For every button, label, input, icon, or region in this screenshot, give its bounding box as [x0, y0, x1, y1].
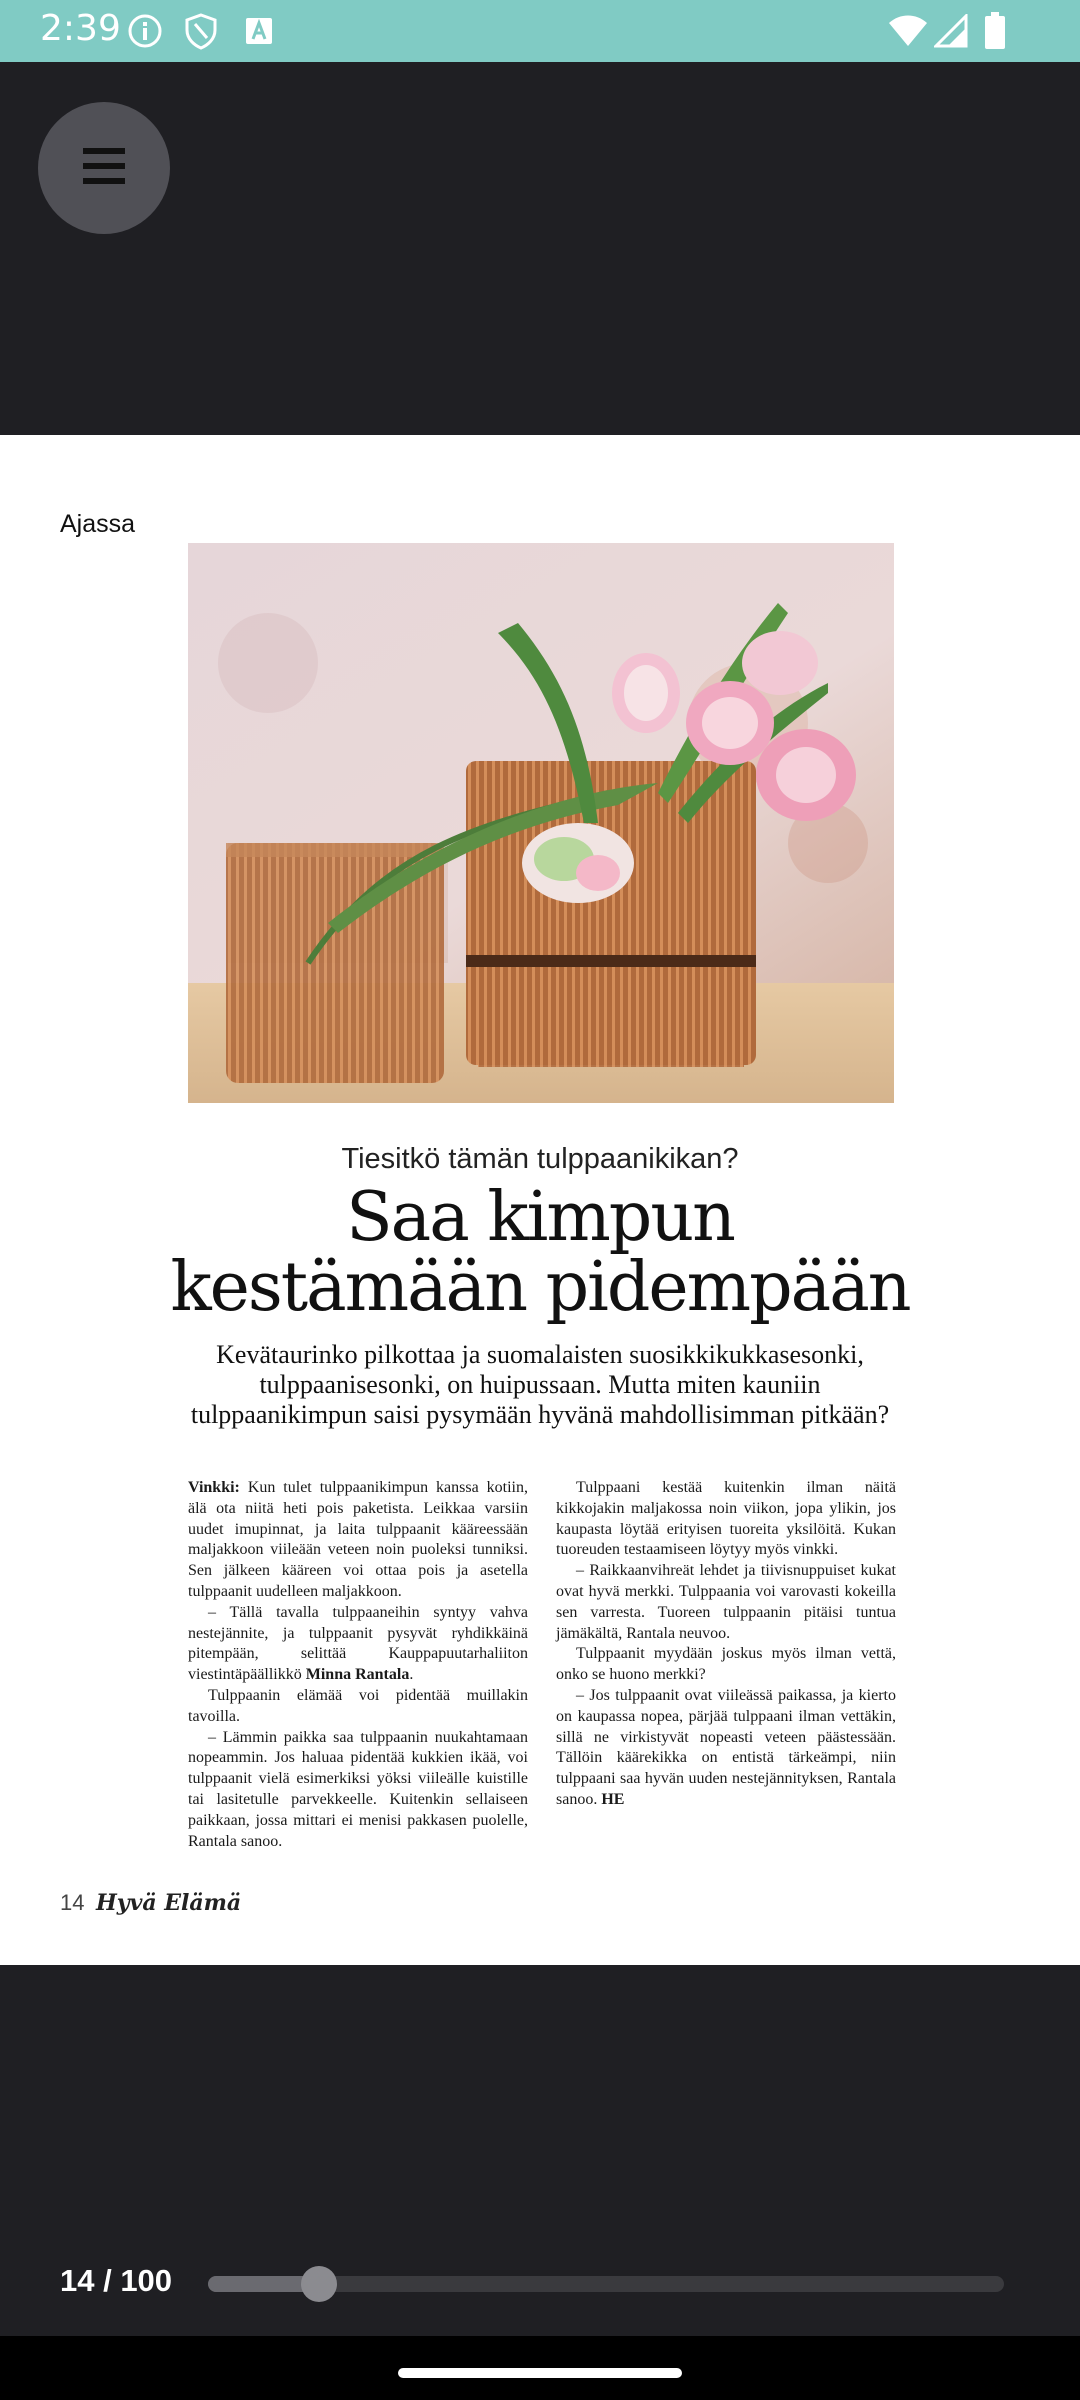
- punctuation: .: [409, 1666, 414, 1684]
- paragraph: – Lämmin paikka saa tulppaanin nuukahtamaan nopeammin. Jos haluaa pidentää kukkien ikää, voi tulppaanit vielä esimerkiksi yöksi viileälle kuistille tai lasitetulle parvekkeelle. Kuitenkin sellaiseen paikkaan, jossa mittari ei menisi pakkasen puolelle, Rantala sanoo.: [188, 1728, 528, 1850]
- page-counter: 14 / 100: [60, 2263, 173, 2298]
- page-slider[interactable]: [208, 2276, 1004, 2292]
- article-column-right: [556, 1478, 896, 1811]
- hero-photo: [188, 543, 894, 1103]
- paragraph: [188, 1603, 528, 1686]
- signal-icon: [934, 14, 968, 53]
- paragraph: Tulppaanin elämää voi pidentää muillakin tavoilla.: [188, 1686, 528, 1725]
- brand-logo: Hyvä Elämä: [96, 1890, 242, 1916]
- info-icon: [126, 12, 164, 55]
- font-badge-icon: [244, 16, 274, 51]
- article-kicker: Tiesitkö tämän tulppaanikikan?: [341, 1143, 739, 1175]
- status-bar: [0, 0, 1080, 62]
- paragraph-text: – Jos tulppaanit ovat viileässä paikassa, ja kierto on kaupassa nopea, pärjää tulppaani ilman vettäkin, sillä ne virkistyvät nopeasti veteen päästessään. Tällöin käärekikka on entistä tärkeämpi, niin tulppaani saa hyvän uuden nestejännityksen, Rantala sanoo.: [556, 1686, 896, 1808]
- home-gesture-handle[interactable]: [398, 2368, 682, 2378]
- paragraph: [556, 1686, 896, 1811]
- page-slider-thumb[interactable]: [301, 2266, 337, 2302]
- article-lead: Kevätaurinko pilkottaa ja suomalaisten suosikkikukkasesonki, tulppaanisesonki, on huipussaan. Mutta miten kauniin tulppaanikimpun saisi pysymään hyvänä mahdollisimman pitkään?: [190, 1340, 890, 1429]
- paragraph: – Raikkaanvihreät lehdet ja tiivisnuppuiset kukat ovat hyvä merkki. Tulppaania voi varovasti kokeilla sen varresta. Tuoreen tulppaanin pitäisi tuntua jämäkältä, Rantala neuvoo.: [556, 1562, 896, 1642]
- page-number: 14: [60, 1890, 85, 1915]
- magazine-page[interactable]: [0, 435, 1080, 1965]
- section-label: Ajassa: [60, 510, 136, 538]
- wifi-icon: [888, 14, 928, 53]
- paragraph: Tulppaani kestää kuitenkin ilman näitä kikkojakin maljakossa noin viikon, jopa ylikin, jos kaupasta löytää erityisen tuoreita yksilöitä. Kukan tuoreuden testaamiseen löytyy myös vinkki.: [556, 1479, 896, 1559]
- paragraph-text: Kun tulet tulppaanikimpun kanssa kotiin, älä ota niitä heti pois paketista. Leikkaa varsiin uudet imupinnat, ja laita tulppaanit kääreessään maljakkoon viileään veteen noin puoleksi tunniksi. Sen jälkeen kääreen voi ottaa pois ja asetella tulppaanit uudelleen maljakkoon.: [188, 1479, 528, 1600]
- person-name: Minna Rantala: [305, 1666, 410, 1684]
- shield-icon: [182, 12, 220, 55]
- article-headline: Saa kimpun kestämään pidempään: [170, 1178, 910, 1327]
- battery-icon: [984, 12, 1006, 55]
- paragraph: Tulppaanit myydään joskus myös ilman vettä, onko se huono merkki?: [556, 1645, 896, 1684]
- paragraph: [188, 1478, 528, 1603]
- hamburger-menu-icon: [83, 148, 125, 189]
- article-column-left: [188, 1478, 528, 1852]
- author-signature: HE: [601, 1790, 625, 1808]
- menu-button[interactable]: [38, 102, 170, 234]
- tip-label: Vinkki:: [188, 1479, 240, 1496]
- status-time: 2:39: [40, 8, 121, 49]
- paragraph-text: – Tällä tavalla tulppaaneihin syntyy vahva nestejännite, ja tulppaanit pysyvät ryhdikkäinä pitempään, selittää Kauppapuutarhaliiton viestintäpäällikkö: [188, 1603, 528, 1684]
